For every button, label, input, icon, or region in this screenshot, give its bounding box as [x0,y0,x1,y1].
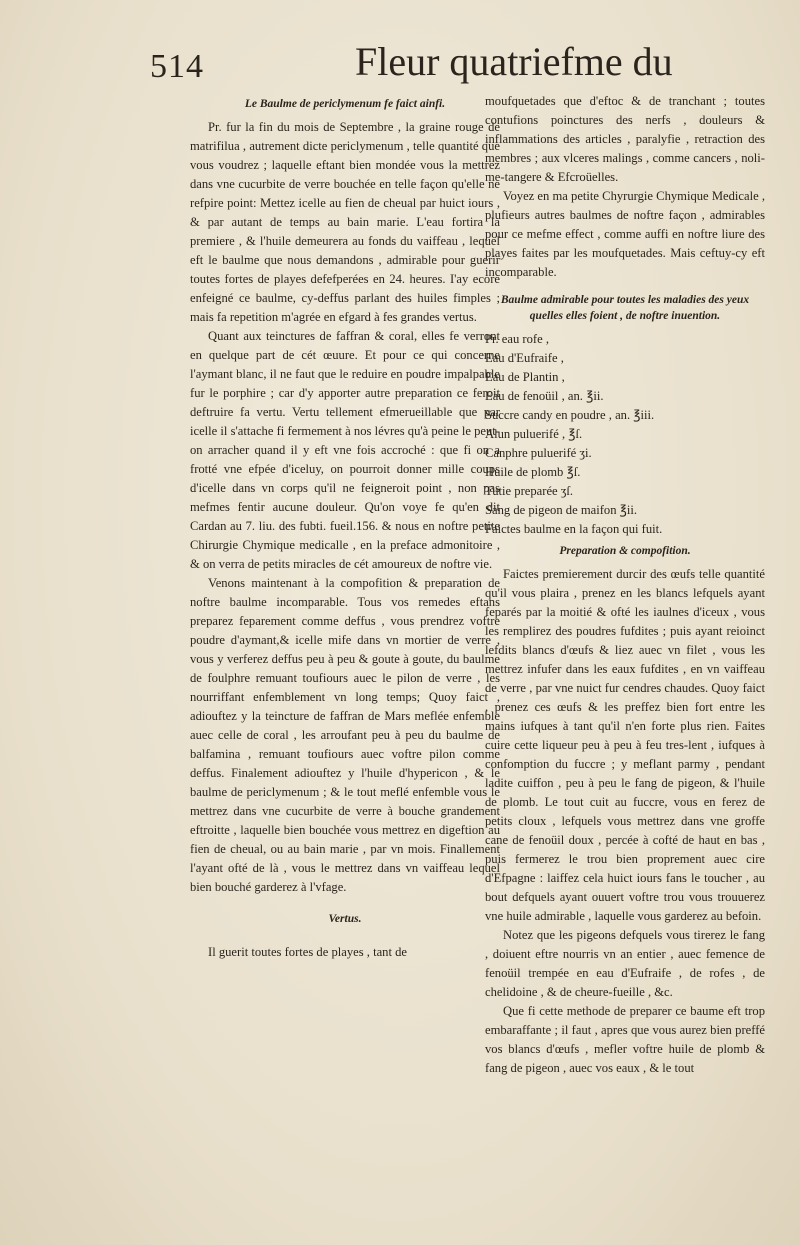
recipe-item: Huile de plomb ℥ſ. [485,465,581,479]
paragraph: Voyez en ma petite Chyrurgie Chymique Medicale , plufieurs autres baulmes de noftre façon , admirables pour ce mefme effect , comme auffi en noftre liure des playes faites par les moufquetades. Mais ceftuy-cy eft incomparable. [485,189,765,279]
left-column [190,92,500,962]
paragraph: Venons maintenant à la compofition & preparation de noftre baulme incomparable. Tous vos remedes eftans preparez feparement comme deffus , vous prendrez voftre poudre d'aymant,& icelle mife dans vn mortier de verre , vous y verferez deffus peu à peu & goute à goute, du baulme de foulphre remuant toufiours auec le pilon de verre , les nourriffant enfemblement vn long temps; Quoy faict , adiouftez y la teincture de faffran de Mars meflée enfemble auec celle de coral , les arroufant peu à peu du baulme de balfamina , remuant toufiours auec voftre pilon comme deffus. Finalement adiouftez y l'huile d'hypericon , & le baulme de periclymenum ; & le tout meflé enfemble vous le mettrez dans vne cucurbite de verre à bouche grandement eftroitte , laquelle bien bouchée vous mettrez en digeftion au fien de cheual, ou au bain marie , par vn mois. Finallement l'ayant ofté de là , vous le mettrez dans vn vaiffeau lequel bien bouché garderez à l'vfage. [190,576,500,894]
recipe-item: Succre candy en poudre , an. ℥iii. [485,408,655,422]
recipe-item: Alun puluerifé , ℥ſ. [485,427,583,441]
paragraph: Il guerit toutes fortes de playes , tant de [208,945,407,959]
recipe-item: Sang de pigeon de maifon ℥ii. [485,503,638,517]
page-header [150,38,673,98]
paragraph: Quant aux teinctures de faffran & coral, elles fe verront en quelque part de cét œuure. Et pour ce qui concerne l'aymant blanc, il ne faut que le reduire en poudre impalpable fur le porphire ; car d'y apporter autre preparation ce feroit deftruire fa vertu. Vertu tellement efmerueillable que par icelle il s'attache fi fermement à nos lévres qu'à peine le peut-on arracher quand il y eft vne fois accroché : que fi on a frotté vne efpée d'iceluy, on pourroit donner mille coups d'icelle dans vn corps qu'il ne feigneroit point , non pas mefmes fentir aucune douleur. Qu'on voye fe qu'en dit Cardan au 7. liu. des fubti. fueil.156. & nous en noftre petite Chirurgie Chymique medicalle , en la preface admonitoire , & on verra de petits miracles de cét amoureux de noftre vie. [190,329,500,571]
section-heading-vertus: Vertus. [328,913,362,925]
recipe-item: Eau de fenoüil , an. ℥ii. [485,389,604,403]
recipe-item: Eau d'Eufraife , [485,351,564,365]
recipe-list [485,330,765,539]
page-number: 514 [150,48,204,85]
paragraph: Notez que les pigeons defquels vous tirerez le fang , doiuent eftre nourris vn an entier , auec femence de fenoüil trempée en eau d'Eufraife , de rofes , de chelidoine , & de cheure-fueille , &c. [485,928,765,999]
section-heading-periclymenum: Le Baulme de periclymenum fe faict ainfi. [244,98,446,110]
paragraph: moufquetades que d'eftoc & de tranchant ; toutes contufions poinctures des nerfs , douleurs & inflammations des articles , paralyfie , retraction des membres ; aux vlceres malings , comme cancers , noli-me-tangere & Efcroüelles. [485,94,765,184]
running-title: Fleur quatriefme du [355,39,673,84]
paragraph: Pr. fur la fin du mois de Septembre , la graine rouge de matrifilua , autrement dicte periclymenum , telle quantité que vous voudrez ; laquelle eftant bien mondée vous la mettrez dans vne cucurbite de verre bouchée en telle façon qu'elle ne refpire point: Mettez icelle au fien de cheual par huict iours , & par autant de temps au bain marie. L'eau fortira la premiere , & l'huile demeurera au fonds du vaiffeau , lequel eft le baulme que nous demandons , admirable pour guerir toutes fortes de playes defefperées en 24. heures. I'ay ecore enfeigné ce baulme, cy-deffus parlant des huiles fimples ; mais fa repetition m'agrée en efgard à fes grandes vertus. [190,120,500,324]
recipe-item: Canphre puluerifé ʒi. [485,446,592,460]
recipe-item: Eau de Plantin , [485,370,565,384]
recipe-item: Tutie preparée ʒſ. [485,484,574,498]
section-heading-baulme-yeux: Baulme admirable pour toutes les maladies des yeux quelles elles foient , de noftre inuention. [500,294,750,322]
right-column [485,92,765,1078]
recipe-item: Faictes baulme en la façon qui fuit. [485,522,663,536]
paragraph: Que fi cette methode de preparer ce baume eft trop embaraffante ; il faut , apres que vous aurez bien preffé vos blancs d'œufs , mefler voftre huile de plomb & fang de pigeon , auec vos eaux , & le tout [485,1004,765,1075]
paragraph: Faictes premierement durcir des œufs telle quantité qu'il vous plaira , prenez en les blancs lefquels ayant feparés par la moitié & ofté les iaulnes d'iceux , vous les remplirez des poudres fufdites ; puis ayant reioinct lefdits blancs d'œufs & liez auec vn filet , vous les mettrez infufer dans les eaux fufdites , en vn vaiffeau de verre , par vne nuict fur cendres chaudes. Quoy faict , prenez ces œufs & les preffez bien fort entre les mains iufques à tant qu'il n'en forte plus rien. Faites cuire cette liqueur peu à peu à feu tres-lent , iufques à confomption du fuccre ; y meflant parmy , pendant ladite cuiffon , peu à peu le fang de pigeon, & l'huile de plomb. Le tout cuit au fuccre, vous en ferez de petits cloux , lefquels vous mettrez dans vne groffe cane de fenoüil doux , percée à cofté de haut en bas , puis fermerez le trou bien proprement auec cire d'Efpagne : laiffez cela huict iours fans le toucher , au bout defquels ayant ouuert voftre trou vous trouuerez vne huile admirable , laquelle vous garderez au befoin. [485,567,765,923]
section-heading-preparation: Preparation & compofition. [559,545,691,557]
recipe-item: Pr. eau rofe , [485,332,549,346]
